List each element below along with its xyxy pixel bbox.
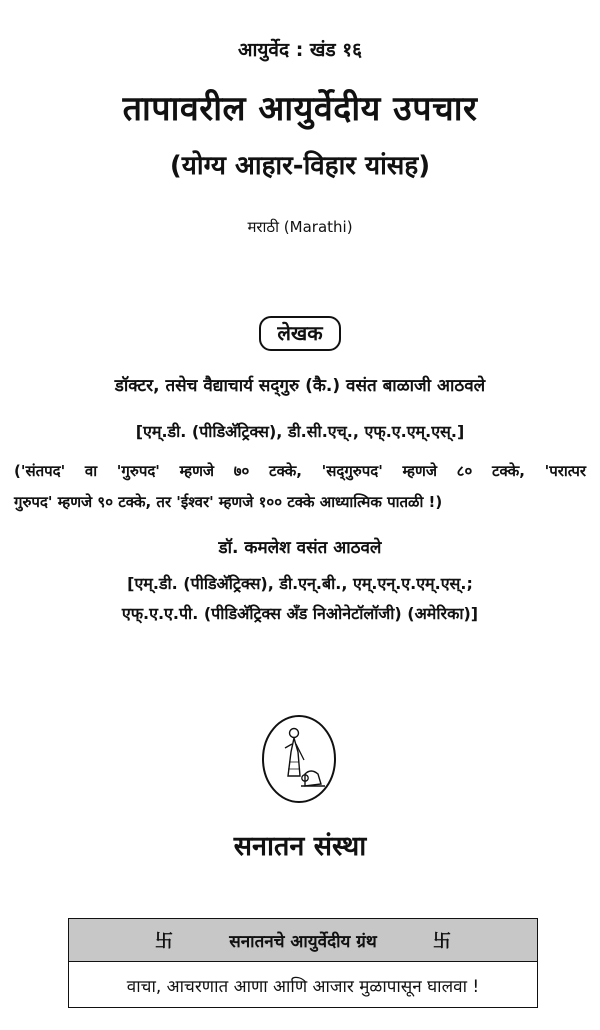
author2-degrees-line2: एफ्.ए.ए.पी. (पीडिअ‍ॅट्रिक्स अँड निओनेटॉलॉजी) (अमेरिका)]	[121, 604, 479, 623]
footer-box	[68, 918, 538, 1008]
author-label-box	[0, 316, 600, 351]
author2-degrees-line1: [एम्.डी. (पीडिअ‍ॅट्रिक्स), डी.एन्.बी., एम्.एन्.ए.एम्.एस्.;	[127, 574, 473, 593]
author1-name: डॉक्टर, तसेच वैद्याचार्य सद्‌गुरु (कै.) वसंत बाळाजी आठवले	[114, 376, 486, 396]
swastika-icon: 卐	[433, 931, 451, 952]
author2-name: डॉ. कमलेश वसंत आठवले	[218, 538, 382, 558]
language-label: मराठी (Marathi)	[247, 218, 353, 236]
note-line-1: ('संतपद' वा 'गुरुपद' म्हणजे ७० टक्के, 'सद्‌गुरुपद' म्हणजे ८० टक्के, 'परात्पर	[14, 462, 586, 480]
sanstha-emblem-icon	[261, 714, 337, 804]
book-subtitle: (योग्य आहार-विहार यांसह)	[169, 151, 431, 181]
swastika-icon: 卐	[155, 931, 173, 952]
footer-box-heading-bar	[69, 919, 537, 962]
series-label: आयुर्वेद : खंड १६	[237, 39, 362, 61]
author1-degrees: [एम्.डी. (पीडिअ‍ॅट्रिक्स), डी.सी.एच्., एफ्.ए.एम्.एस्.]	[135, 422, 465, 441]
note-line-2: गुरुपद' म्हणजे ९० टक्के, तर 'ईश्‍वर' म्हणजे १०० टक्के आध्यात्मिक पातळी !)	[14, 493, 443, 511]
author-label: लेखक	[259, 316, 340, 351]
book-title: तापावरील आयुर्वेदीय उपचार	[122, 89, 478, 129]
publisher-name: सनातन संस्था	[233, 831, 367, 862]
footer-box-heading: सनातनचे आयुर्वेदीय ग्रंथ	[229, 931, 377, 952]
spiritual-level-note	[14, 456, 586, 518]
footer-box-text: वाचा, आचरणात आणा आणि आजार मुळापासून घालवा !	[126, 976, 480, 997]
